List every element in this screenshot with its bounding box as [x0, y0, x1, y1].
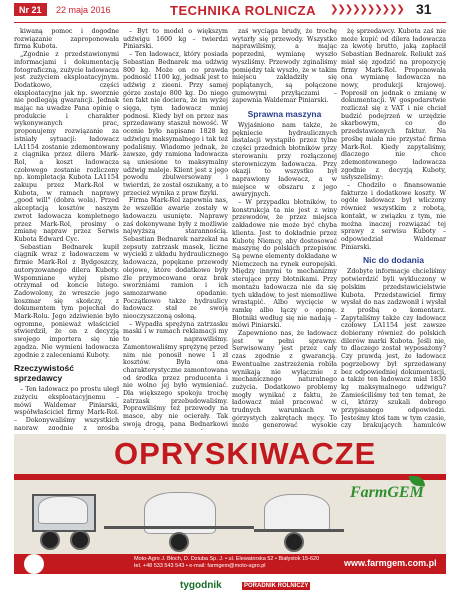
sprayer-boom-icon [104, 526, 254, 529]
wheel-icon [169, 532, 189, 552]
article-column-1 [14, 28, 119, 430]
subheading: Nic do dodania [363, 255, 424, 266]
paragraph: – Ten ładowacz po prostu uległ zużyciu eksploatacyjnemu – mówi Waldemar Piniarski, współwłaściciel firmy Mark-Rol. – Dokonywaliśmy wszystkich napraw zgodnie z prośbą [14, 386, 119, 430]
subheading: Rzeczywistość sprzedawcy [14, 363, 74, 384]
issue-date: 22 maja 2016 [56, 5, 111, 15]
company-logo-icon [24, 554, 44, 574]
paragraph: – Chodziło o finansowanie fakturze i dodatkowe koszty. W ogóle ładowacz był wliczony również wszystkim z robotą, kontakt, w związku z tym, nie można inaczej rozwiązać tej sprawy z serwisu Kuboty – odpowiedział Waldemar Piniarski. [341, 182, 446, 251]
contact-line: Moto-Agro J. Błoch, D. Dziuba Sp. J. • ul. Elewatorska 52 • Białystok 15-620 [134, 556, 320, 562]
page-number: 31 [416, 1, 432, 17]
ad-contact [134, 556, 319, 570]
article-column-2 [123, 28, 228, 430]
decorative-arrows-icon: ❯❯❯❯❯❯❯❯❯❯ [330, 4, 404, 15]
section-title: TECHNIKA ROLNICZA [170, 3, 316, 18]
paragraph: kiwaną pomoc i dogodne rozwiązanie zaproponowała firma Kubota. [14, 28, 119, 51]
advertisement-banner[interactable] [14, 434, 446, 574]
wheel-icon [40, 530, 60, 550]
paragraph: Zdobyte informacje chcieliśmy potwierdzić byli wykluczony w polskim przedstawicielstwie Kubota. Przedstawiciel firmy wysłał do nas zadzwonił i wysłał z prośbą o komentarz. Zapytaliśmy także czy ładowacz czołowy LA1154 jest zawsze dobierany również do polskich dilerów marki Kubota. Jeśli nie, to dlaczego został wyposażony? Czy prawdą jest, że ładowacz pogrzebowy był sprzedawany bez odpowiedniej dokumentacji, a także ten ładowacz miał 1830 kg maksymalnego udźwigu? Zamieściliśmy też ten temat, że ci, którzy szukali dobrego przypisanego odpowiedzi. Jesteśmy ktoś tam w tym czasie, czy brakujących hamulców [341, 268, 446, 430]
issue-number: Nr 21 [14, 3, 47, 16]
paragraph: – W przypadku błotników, to konstrukcja ta nie jest z winy przewodów, że przez miejsca zakładowe nie może być chyba klienta. Jest to dokładnie przez Kubotę Niemcy, aby dostosować maszynę do polskich przepisów. Są pewne elementy dokładane w Niemczech na rynek europejski. Między innymi to mechanizmy sterujące przy błotnikami. Przy montażu ładowacza nie da się tych układów, to jest niemożliwe wrastąpić. Albo wycięcie w ramkę albo łączy o oponę. Błotniki według się nie nadają – mówi Piniarski. [232, 199, 337, 330]
header-rule [14, 22, 446, 23]
wheel-icon [70, 530, 90, 550]
publication-name: tygodnik [180, 580, 222, 591]
page-header [0, 0, 459, 26]
ad-title: OPRYSKIWACZE [114, 436, 377, 471]
ad-website-link[interactable]: www.farmgem.com.pl [344, 558, 437, 568]
paragraph: Sebastian Bednarek kupił ciągnik wraz z ładowaczem w firmie Mark-Rol z Bydgoszczy, autoryzowanego dilera Kuboty. Wspomniane wyżej pismo otrzymał od koncie lutego. Zadowolony, że wreszcie jego koszmar się skończy, z dokumentem tym pojechał do Mark-Rolu. Jego zdziwienie było ogromne, ponieważ właściciel stwierdził, że on z decyzją swojego importera się nie zgadza. Nie wymieni ładowacza zgodnie z zaleceniami Kuboty. [14, 243, 119, 359]
subheading: Sprawna maszyna [247, 109, 322, 120]
sprayer-boom-icon [254, 529, 344, 532]
paragraph: – Wypadła sprężyna zatrzasku maski i w ramach reklamacji my to naprawiliśmy. Zamontowaliśmy sprężynę przed nim nie ponosił nowe 1 zł kosztów. Była ona charakterystyczne zamontowana od środka przez producenta i nie wolno jej było wymieniać. Dla większego spokoju trochę zatrzask przebudowaliśmy. Poprawiliśmy też przewody na masce, aby nie ocierały. Tak swoją drogą, pana Bednarkowi [123, 320, 228, 428]
sprayer-tank-icon [38, 496, 88, 524]
article-column-3 [232, 28, 337, 430]
page-footer [0, 580, 459, 594]
ad-stripe [14, 474, 446, 480]
article-column-4 [341, 28, 446, 430]
paragraph: zaś wyciąga brudy, że trochę wytarły się przewody. Wszystko naprawiliśmy, a mając poprzedni, wymianę wyszło wyszliśmy. Przewody zginaliśmy pomiędzy tak wyszło, że w takim miejscu zakładziły się poplątanych, są połączone gumowymi przyłączami – zapewnia Waldemar Piniarski. [232, 28, 337, 105]
publication-badge: PORADNIK ROLNICZY [244, 583, 309, 589]
paragraph: żę sprzedawcy. Kubota zaś nie może kupić od dilera ładowacza za kwotę brutto, jaką zapłacił Sebastian Bednarek. Reliukt zaś miał się zgodzić na propozycję firmy Mark-Rol. Proponowała ona wymianę ładowacza na nowy, produkcji krajowej. Poprosił on jednak o zmianę w dokumentacji. W gospodarstwie rozliczał się z VAT i nie chciał budzić podejrzeń w urzędzie skarbowym, co do przedstawionych faktur. Na prośbę miała nie przystać firma Mark-Rol. Kiedy zapytaliśmy, dlaczego nie chce zdemontowanego ładowacza zgodnie z decyzją Kuboty, usłyszeliśmy: [341, 28, 446, 182]
wheel-icon [284, 532, 304, 552]
paragraph: – Ten ładowacz, który posiada Sebastian Bednarek ma udźwig 800 kg. Może on co prawda podnosić 1100 kg, jednak jest to udźwig z zieeni. Przy samej górze zostaje 800 kg. Do niego ten fakt nie dociera, że im wyżej sięga, tym ładowacz mniej podnosi. Kiedy był on przez nas sprzedawany staszuł nowość. W ocenie było napisane 1828 kg udźwigu maksymalnego i tak też podaliśmy. Wiadomo jednak, że zawsze, gdy ramiona ładowacza są uniesione to maksymalny udźwig maleje. Klient jest z jego powodu zbulwersowany i twierdzi, że został oszukany, a to przecież wynika z praw fizyki. [123, 51, 228, 197]
paragraph: – Byt to model o większym udźwigu 1600 kg – twierdzi Piniarski. [123, 28, 228, 51]
paragraph: „Zgodnie z przedstawionymi informacjami i dokumentacją fotograficzną, zużycie ładowacza jest zużyciem eksploatacyjnym. Dodatkowo, części eksploatacyjne jak np. sworznie nie podlegają gwarancji. Jednak mając na uwadze Pana opinię o produkcie i charakter wykonywanych prac, proponujemy rozwiązanie za istniały sytuacji: ładowacz LA1154 zostanie zdemontowany z ciągnika przez dilera Mark-Rol, a koszt ładowacza czołowego zostanie rozliczony np. kompletacja Kubota LA1154 zakupu przez Mark-Rol w Kubota, w ramach naprawy „good will" (dobra wola). Przed akceptacją kosztów naszym zwrot ładowacza kompletnego przez Mark-Rol, prosimy o zmianę napraw przez Serwis Kubota Edward Cyc. [14, 51, 119, 243]
ad-brand: FarmGEM [350, 484, 424, 501]
paragraph: Firma Mark-Rol zapewnia nas, że wszelkie awarie zostały w ładowaczu usunięte. Naprawy zaś dokonywane były z możliwie najwyższą starannością. Sebastian Bednarek narzekał na zepsuty zatrzask masek, liczne wycieki z układu hydraulicznego ładowacza, popękane przewody olejowe, które dodatkowo były źle przymocowane oraz brak sworzniami ramion i ich samozarwane opadanie. Początkowo także hydraulicy ładowacz stał ze swoją nieoczyszczoną osłoną. [123, 197, 228, 321]
contact-line: tel. +48 533 543 543 • e-mail: farmgem@moto-agro.pl [134, 563, 266, 569]
paragraph: Zapewniono nas, że ładowacz jest w pełni sprawny. Serwisowany jest przez cały czas zgodnie z gwarancją. Ewentualne zastrzeżenia robiła wynikają nie wyłącznie z mechanicznego naturalnego zużycia. Dodatkowo problemy mogły wynikać z faktu, że ładowacz miał pracować w trudnych warunkach w górzystych zakrętach męcy. To może generować wysokie [232, 330, 337, 430]
sprayer-tank-icon [264, 494, 330, 532]
paragraph: Wyjaśniono nam także, że pękniecie hydraulicznych instalacji wystąpiło przez tylne części przednich błotników przy sterowaniu przy rozłączonej sterowniczym ładowacza. Przy okazji to wszystko był naprawiony ładowacz, a w miejsce w obszaru z jego awaryjnych. [232, 122, 337, 199]
